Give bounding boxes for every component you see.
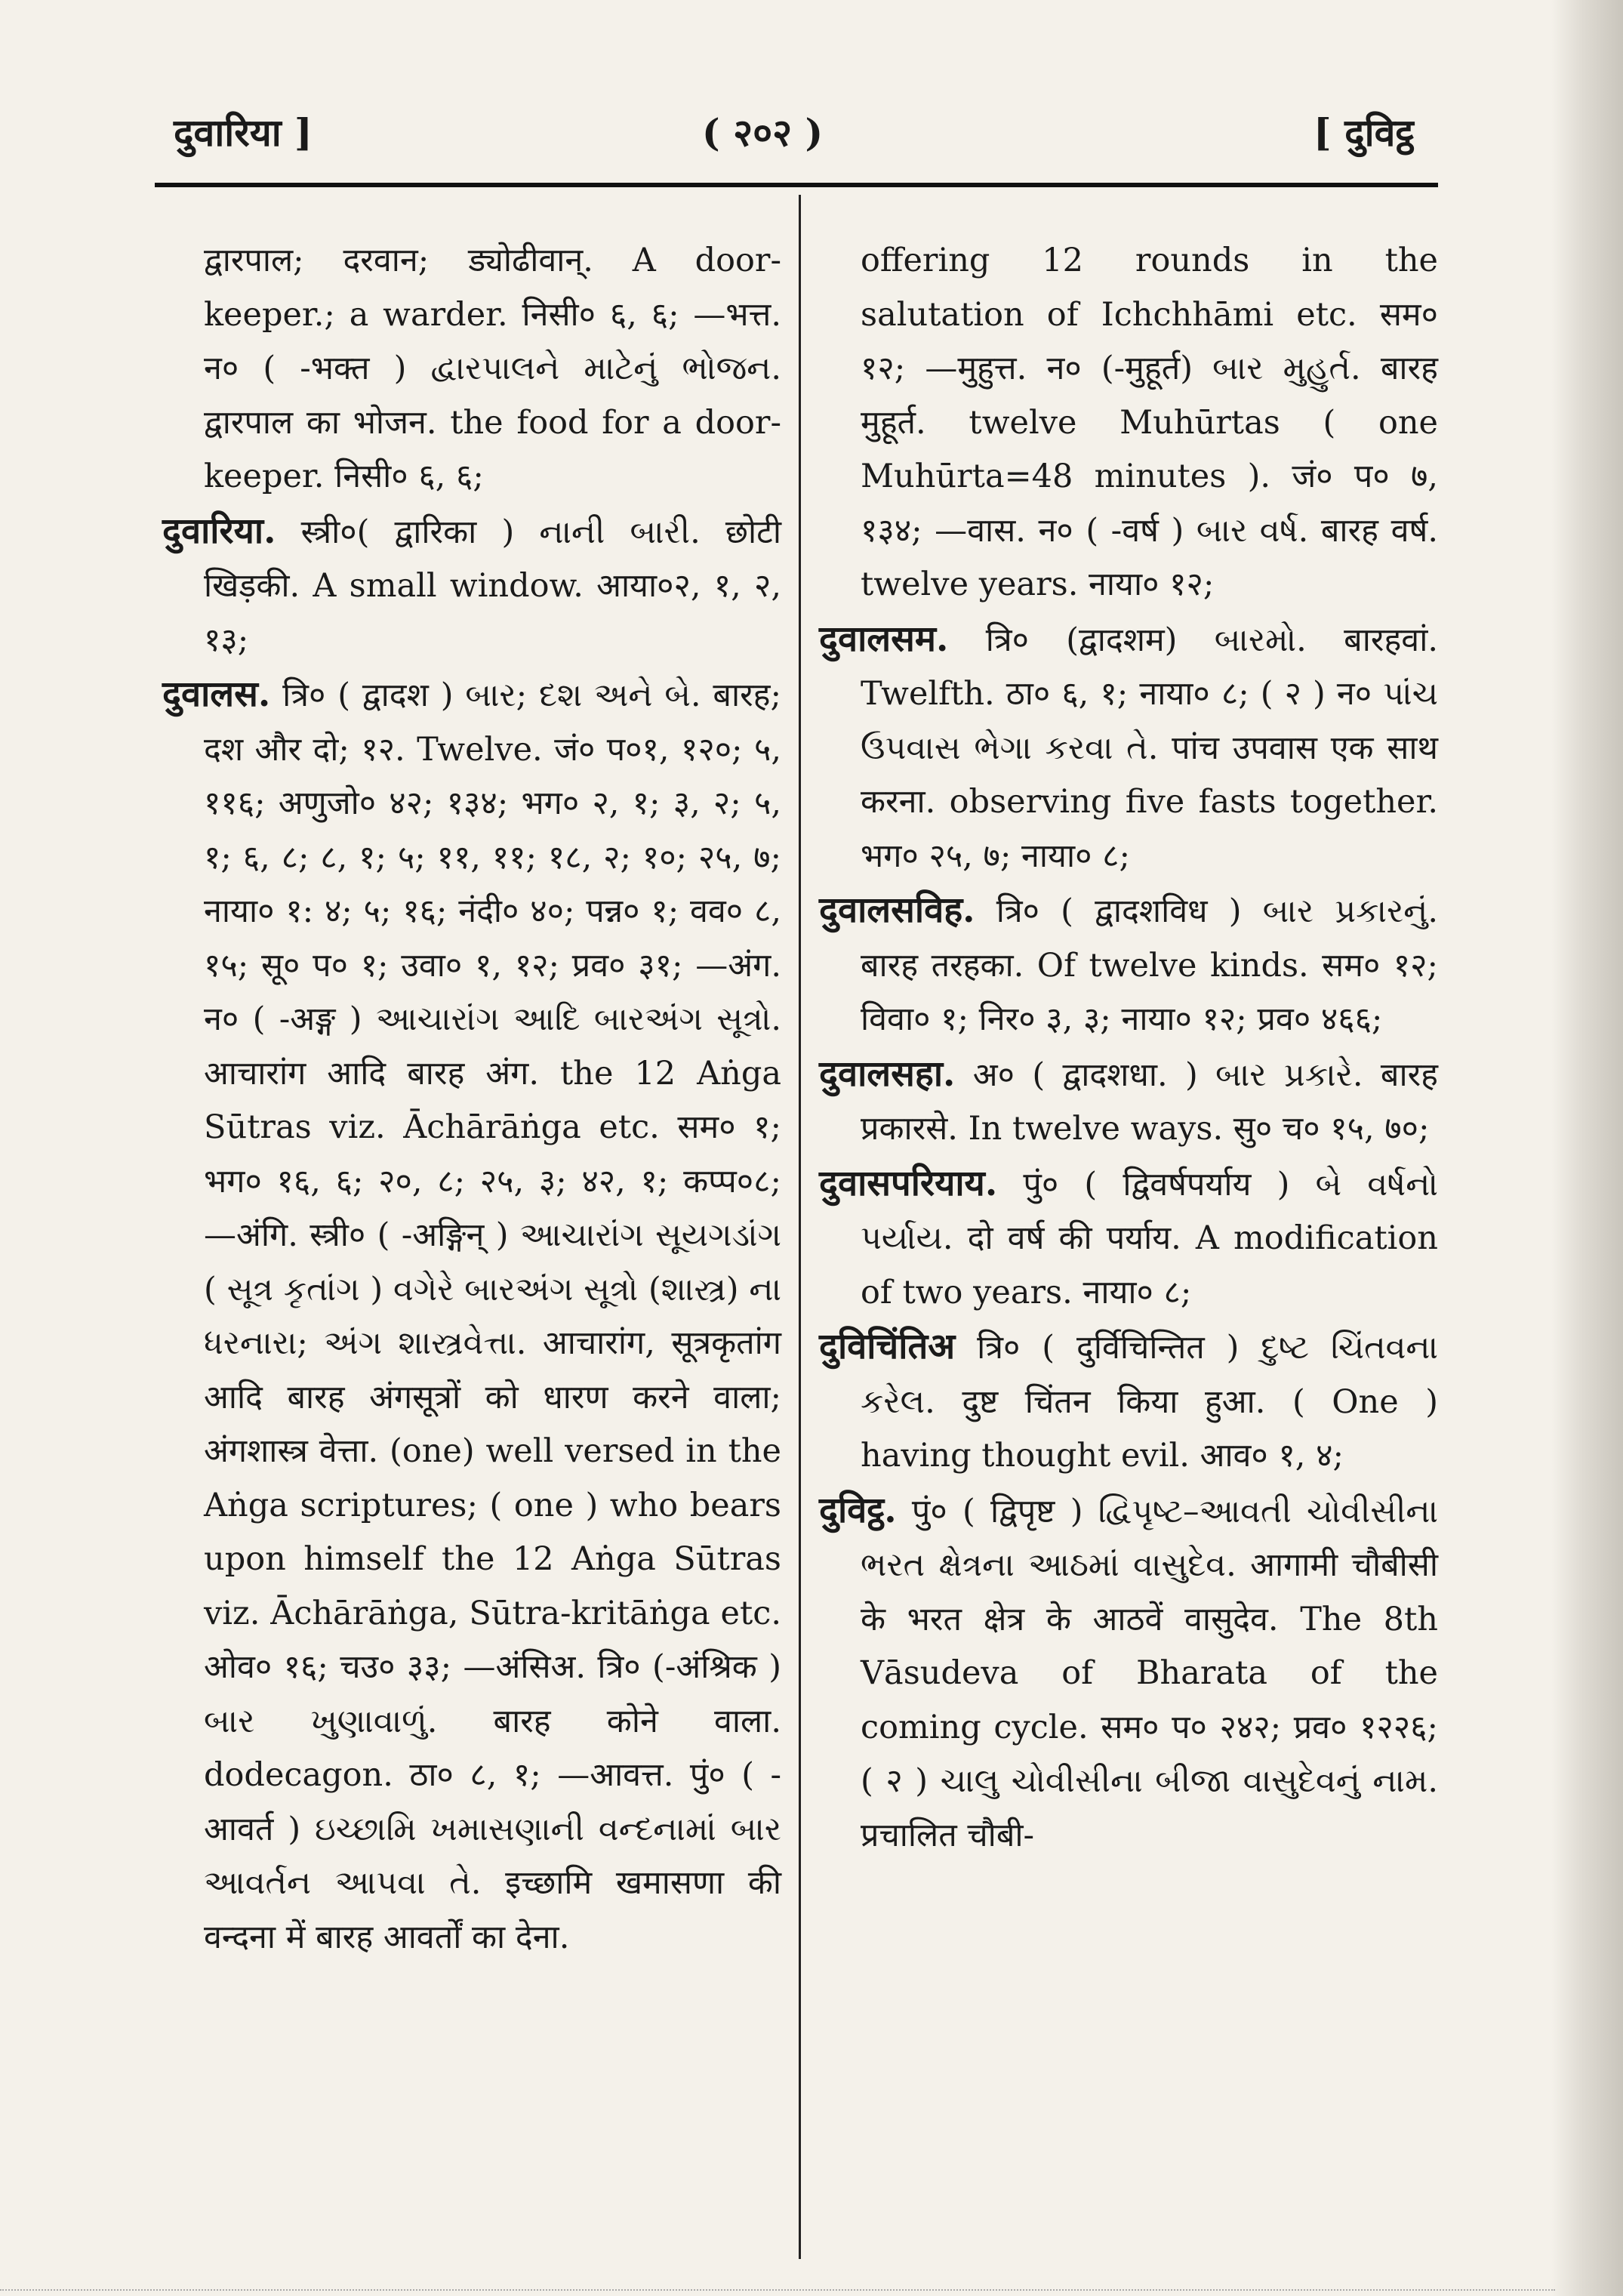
dictionary-entry xyxy=(162,504,781,668)
header-rule xyxy=(155,183,1438,187)
entry-text: त्रि० ( दुर्विचिन्तित ) દુષ્ટ ચિંતવના કરેલ. दुष्ट चिंतन किया हुआ. ( One ) having thought evil. आव० १, ४; xyxy=(861,1329,1438,1475)
entry-headword: दुवासपरियाय. xyxy=(819,1162,998,1204)
dictionary-entry xyxy=(162,667,781,1965)
page-header xyxy=(0,106,1623,159)
entry-text: पुं० ( द्विपृष्ट ) દ્વિપૃષ્ટ–આવતી ચોવીસીના ભરત ક્ષેત્રના આઠમાં વાસુદેવ. आगामी चौबीसी के भरत क्षेत्र के आठवें वासुदेव. The 8th Vāsudeva of Bharata of the coming cycle. सम० प० २४२; प्रव० १२२६; ( २ ) ચાલુ ચોવીસીના બીજા વાસુદેવનું નામ. प्रचालित चौबी- xyxy=(861,1492,1438,1854)
dictionary-entry xyxy=(819,1157,1438,1321)
entry-headword: दुवालसम. xyxy=(819,618,949,660)
entry-text: त्रि० ( द्वादश ) બાર; દશ અને બે. बारह; दश और दो; १२. Twelve. जं० प०१, १२०; ५, ११६; अणुजो० ४२; १३४; भग० २, १; ३, २; ५, १; ६, ८; ८, १; ५; ११, ११; १८, २; १०; २५, ७; नाया० १: ४; ५; १६; नंदी० ४०; पन्न० १; वव० ८, १५; सू० प० १; उवा० १, १२; प्रव० ३१; —अंग. न० ( -अङ्ग ) આચારાંગ આદિ બારઅંગ સૂત્રો. आचारांग आदि बारह अंग. the 12 Aṅga Sūtras viz. Āchārāṅga etc. सम० १; भग० १६, ६; २०, ८; २५, ३; ४२, १; कप्प०८; —अंगि. स्त्री० ( -अङ्गिन् ) આચારાંગ સૂયગડાંગ ( સૂત્ર કૃતાંગ ) વગેરે બારઅંગ સૂત્રો (શાસ્ત્ર) ના ધરનારા; અંગ શાસ્ત્રવેત્તા. आचारांग, सूत्रकृतांग आदि बारह अंगसूत्रों को धारण करने वाला; अंगशास्त्र वेत्ता. (one) well versed in the Aṅga scriptures; ( one ) who bears upon himself the 12 Aṅga Sūtras viz. Āchārāṅga, Sūtra-kritāṅga etc. ओव० १६; चउ० ३३; —अंसिअ. त्रि० (-अंश्रिक ) બાર ખુણાવાળું. बारह कोने वाला. dodecagon. ठा० ८, १; —आवत्त. पुं० ( -आवर्त ) ઇચ્છામિ ખમાસણાની વન્દનામાં બાર આવર્તન આપવા તે. इच्छामि खमासणा की वन्दना में बारह आवर्तों का देना. xyxy=(204,676,781,1956)
scan-edge xyxy=(1551,0,1623,2296)
column-divider xyxy=(799,195,801,2259)
entry-text: स्त्री०( द्वारिका ) નાની બારી. छोटी खिड़की. A small window. आया०२, १, २, १३; xyxy=(204,513,781,659)
entry-text: offering 12 rounds in the salutation of Ichchhāmi etc. सम० १२; —मुहुत्त. न० (-मुहूर्त) બાર મુહુર્ત. बारह मुहूर्त. twelve Muhūrtas ( one Muhūrta=48 minutes ). जं० प० ७, १३४; —वास. न० ( -वर्ष ) બાર વર્ષ. बारह वर्ष. twelve years. नाया० १२; xyxy=(861,242,1438,603)
entry-text: त्रि० (द्वादशम) બારમો. बारहवां. Twelfth. ठा० ६, १; नाया० ८; ( २ ) न० પાંચ ઉપવાસ ભેગા કરવા તે. पांच उपवास एक साथ करना. observing five fasts together. भग० २५, ७; नाया० ८; xyxy=(861,621,1438,875)
dictionary-entry xyxy=(819,234,1438,612)
dictionary-entry xyxy=(819,1484,1438,1863)
scan-bottom-edge xyxy=(0,2289,1555,2291)
entry-headword: दुवारिया. xyxy=(162,510,276,552)
header-right-guideword: [ दुविट्ठ xyxy=(1313,110,1414,155)
dictionary-entry xyxy=(819,883,1438,1047)
entry-text: अ० ( द्वादशधा. ) બાર પ્રકારે. बारह प्रकारसे. In twelve ways. सु० च० १५, ७०; xyxy=(861,1056,1438,1148)
entry-headword: दुवालसविह. xyxy=(819,889,975,931)
entry-headword: दुवालसहा. xyxy=(819,1052,956,1095)
right-column xyxy=(819,234,1438,1863)
left-column xyxy=(162,234,781,1965)
dictionary-entry xyxy=(819,612,1438,884)
entry-headword: दुविट्ठ. xyxy=(819,1489,897,1531)
dictionary-entry xyxy=(819,1047,1438,1157)
dictionary-entry xyxy=(162,234,781,504)
entry-text: पुं० ( द्विवर्षपर्याय ) બે વર્ષનો પર્યાય. दो वर्ष की पर्याय. A modification of two years. नाया० ८; xyxy=(861,1165,1438,1311)
entry-headword: दुविचिंतिअ xyxy=(819,1326,956,1367)
dictionary-entry xyxy=(819,1320,1438,1484)
header-left-guideword: दुवारिया ] xyxy=(174,110,313,155)
entry-text: त्रि० ( द्वादशविध ) બાર પ્રકારનું. बारह तरहका. Of twelve kinds. सम० १२; विवा० १; निर० ३, ३; नाया० १२; प्रव० ४६६; xyxy=(861,892,1438,1038)
page-number: ( २०२ ) xyxy=(702,110,824,155)
entry-headword: दुवालस. xyxy=(162,673,271,715)
entry-text: द्वारपाल; दरवान; ड्योढीवान्. A door-keeper.; a warder. निसी० ६, ६; —भत्त. न० ( -भक्त ) દ્વારપાલને માટેનું ભોજન. द्वारपाल का भोजन. the food for a door-keeper. निसी० ६, ६; xyxy=(204,242,781,495)
